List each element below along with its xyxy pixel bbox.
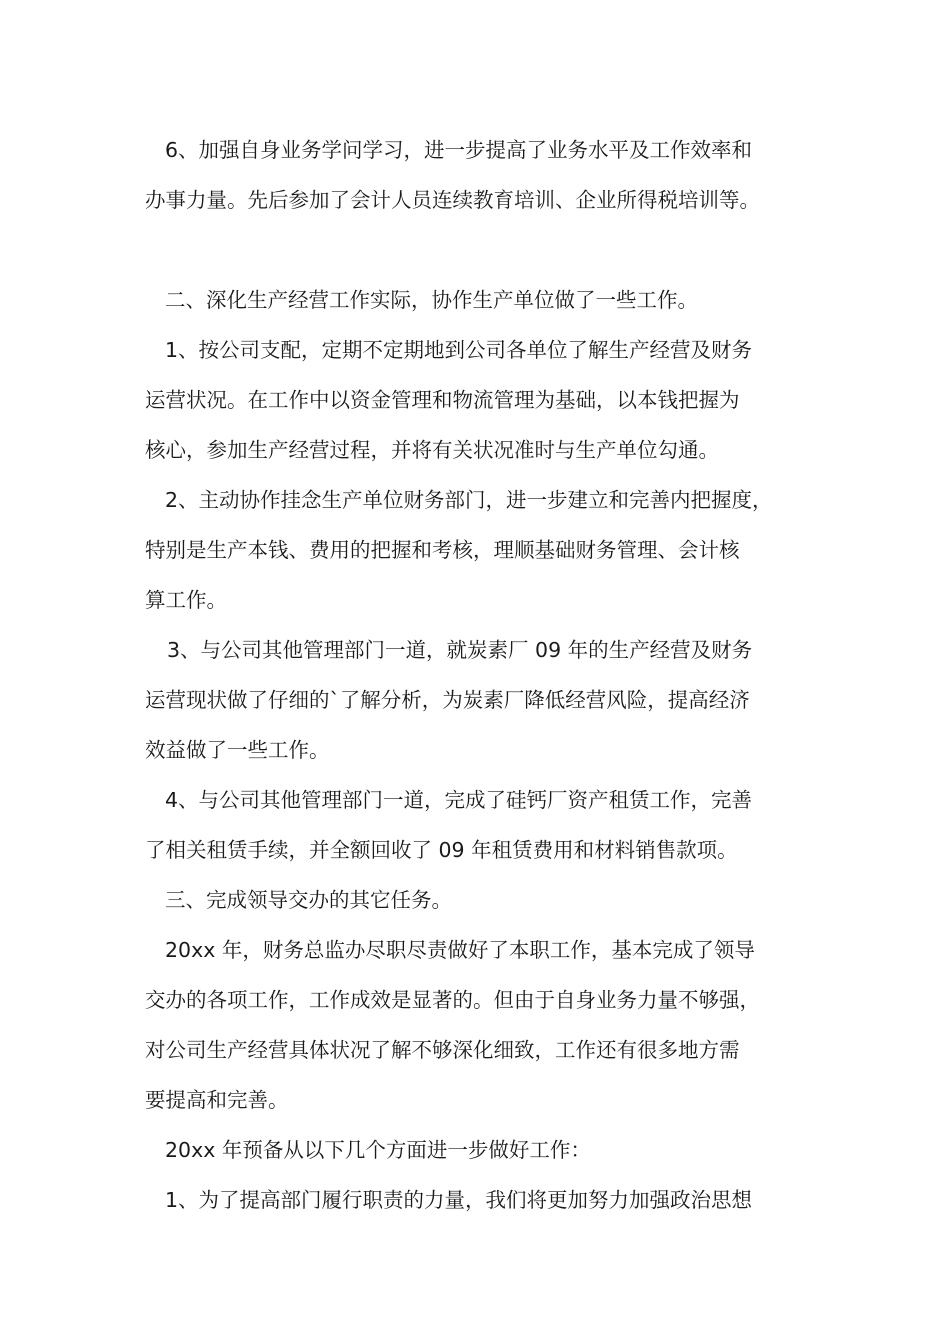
text-line: 运营状况。在工作中以资金管理和物流管理为基础，以本钱把握为: [145, 388, 740, 412]
text-line: 20xx 年，财务总监办尽职尽责做好了本职工作，基本完成了领导: [165, 938, 755, 962]
text-line: 交办的各项工作，工作成效是显著的。但由于自身业务力量不够强，: [145, 988, 760, 1012]
section-heading: 二、深化生产经营工作实际，协作生产单位做了一些工作。: [165, 288, 698, 312]
text-line: 特别是生产本钱、费用的把握和考核，理顺基础财务管理、会计核: [145, 538, 740, 562]
text-line: 3、与公司其他管理部门一道，就炭素厂 09 年的生产经营及财务: [167, 638, 753, 662]
text-line: 1、为了提高部门履行职责的力量，我们将更加努力加强政治思想: [165, 1188, 753, 1212]
text-line: 核心，参加生产经营过程，并将有关状况准时与生产单位勾通。: [145, 438, 719, 462]
text-line: 4、与公司其他管理部门一道，完成了硅钙厂资产租赁工作，完善: [165, 788, 753, 812]
text-line: 运营现状做了仔细的`了解分析，为炭素厂降低经营风险，提高经济: [145, 688, 750, 712]
text-line: 6、加强自身业务学问学习，进一步提高了业务水平及工作效率和: [165, 138, 753, 162]
text-line: 了相关租赁手续，并全额回收了 09 年租赁费用和材料销售款项。: [145, 838, 738, 862]
text-line: 办事力量。先后参加了会计人员连续教育培训、企业所得税培训等。: [145, 188, 760, 212]
section-heading: 三、完成领导交办的其它任务。: [165, 888, 452, 912]
text-line: 算工作。: [145, 588, 227, 612]
text-line: 2、主动协作挂念生产单位财务部门，进一步建立和完善内把握度，: [165, 488, 773, 512]
text-line: 对公司生产经营具体状况了解不够深化细致，工作还有很多地方需: [145, 1038, 740, 1062]
text-line: 20xx 年预备从以下几个方面进一步做好工作：: [165, 1138, 591, 1162]
text-line: 1、按公司支配，定期不定期地到公司各单位了解生产经营及财务: [165, 338, 753, 362]
text-line: 效益做了一些工作。: [145, 738, 330, 762]
text-line: 要提高和完善。: [145, 1088, 289, 1112]
